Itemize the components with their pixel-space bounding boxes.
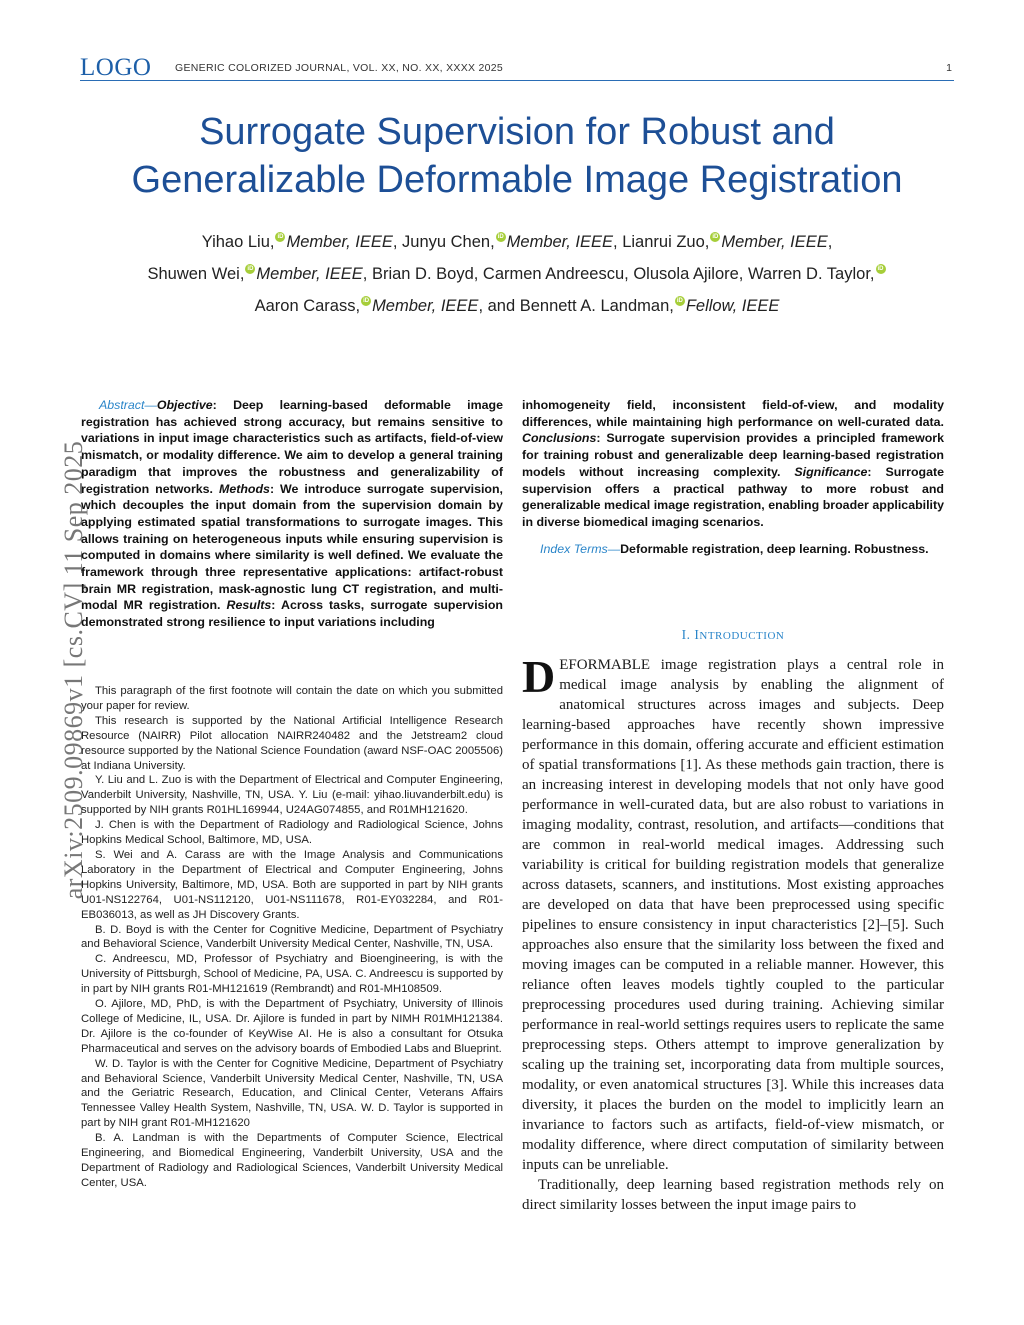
paper-title bbox=[80, 108, 954, 204]
author-separator: , bbox=[827, 233, 833, 251]
orcid-icon[interactable]: iD bbox=[497, 234, 504, 240]
orcid-icon[interactable]: iD bbox=[363, 298, 370, 304]
abstract-results-text: : Across tasks, surrogate supervision demonstrated strong resilience to input variations including bbox=[81, 598, 503, 630]
footnote: B. D. Boyd is with the Center for Cognitive Medicine, Department of Psychiatry and Behavioral Science, Vanderbilt University Medical Center, Nashville, TN, USA. bbox=[81, 923, 503, 951]
footnote: B. A. Landman is with the Departments of Computer Science, Electrical Engineering, and Biomedical Engineering, Vanderbilt University, USA and the Department of Radiology and Radiological Sciences, Vanderbilt University Medical Center, USA. bbox=[81, 1132, 503, 1189]
footnote: O. Ajilore, MD, PhD, is with the Department of Psychiatry, University of Illinois College of Medicine, IL, USA. Dr. Ajilore is funded in part by NIMH R01MH121384. Dr. Ajilore is the co-founder of KeyWise AI. He is also a consultant for Otsuka Pharmaceutical and serves on the advisory boards of Embodied Labs and Blueprint. bbox=[81, 998, 503, 1055]
index-terms-label: Index Terms— bbox=[540, 541, 621, 556]
section-heading-introduction bbox=[522, 627, 944, 643]
paragraph-text: EFORMABLE image registration plays a central role in medical image analysis by enabling the alignment of anatomical structures across images and subjects. Deep learning-based approaches have recently shown impressive performance in this domain, offering accurate and efficient estimation of spatial transformations [1]. As these methods gain traction, there is an increasing interest in developing models that not only have good performance in well-curated data, but are also robust to variations in imaging modality, contrast, resolution, and artifacts—conditions that are common in real-world medical images. Addressing such variability is critical for building registration models that generalize across datasets, scanners, and institutions. Most existing approaches are developed on data that have been preprocessed using specific pipelines to ensure consistency in input characteristics [2]–[5]. Such approaches also ensure that the similarity loss between the fixed and moving images can be computed in a reliable manner. However, this reliance often leaves models tightly coupled to the particular preprocessing procedures used during training. Achieving similar performance in real-world settings requires users to replicate the same preprocessing steps. Others attempt to improve generalization by scaling up the training set, incorporating data from multiple sources, modality, or even anatomical structures [3]. While this increases data diversity, it places the burden on the model to implicitly learn an invariance to factors such as artifacts, field-of-view mismatch, or modality difference, where direct computation of similarity between inputs can be unreliable. bbox=[522, 657, 944, 1173]
abstract-results-continued: inhomogeneity field, inconsistent field-of-view, and modality differences, while maintaining high performance on well-curated data. bbox=[522, 398, 944, 429]
author-membership: Member, IEEE bbox=[286, 233, 393, 251]
journal-name: GENERIC COLORIZED JOURNAL, VOL. XX, NO. XX, XXXX 2025 bbox=[175, 62, 504, 74]
author-membership: Member, IEEE bbox=[372, 297, 479, 315]
section-numeral: I. I bbox=[681, 627, 700, 642]
journal-header bbox=[80, 55, 954, 81]
orcid-icon[interactable]: iD bbox=[247, 266, 254, 272]
abstract-objective-text: : Deep learning-based deformable image registration has achieved strong accuracy, but remains sensitive to variations in input image characteristics such as artifacts, field-of-view mismatch, or modality difference. We aim to develop a general training paradigm that improves the robustness and generalizability of registration networks. bbox=[81, 398, 503, 496]
author-name: Yihao Liu, bbox=[201, 233, 275, 251]
arxiv-id-text: arXiv:2509.09869v1 [cs.CV] 11 Sep 2025 bbox=[59, 440, 88, 900]
author-name: , Brian D. Boyd, Carmen Andreescu, Olusola Ajilore, Warren D. Taylor, bbox=[362, 265, 875, 283]
page-number: 1 bbox=[946, 62, 952, 74]
abstract-label: Abstract— bbox=[99, 398, 157, 412]
footnote: Y. Liu and L. Zuo is with the Department of Electrical and Computer Engineering, Vanderbilt University, Nashville, TN, USA. Y. Liu (e-mail: yihao.liuvanderbilt.edu) is supported by NIH grants R01HL169944, U24AG074855, and R01MH121620. bbox=[81, 774, 503, 817]
abstract-keyword-conclusions: Conclusions bbox=[522, 431, 597, 446]
journal-logo: LOGO bbox=[80, 54, 152, 81]
author-membership: Member, IEEE bbox=[506, 233, 614, 251]
abstract-left-column bbox=[81, 397, 503, 631]
abstract-keyword-significance: Significance bbox=[794, 464, 868, 479]
section-title: NTRODUCTION bbox=[699, 630, 785, 642]
abstract-conclusions-text: : Surrogate supervision provides a principled framework for training robust and generalizable deep learning-based registration models without increasing complexity. bbox=[522, 431, 944, 479]
abstract-methods-text: : We introduce surrogate supervision, which decouples the input domain from the supervision domain by applying estimated spatial transformations to surrogate images. This allows training on heterogeneous inputs while ensuring supervision is computed in domains where similarity is well defined. We evaluate the framework through three representative applications: artifact-robust brain MR registration, mask-agnostic lung CT registration, and multi-modal MR registration. bbox=[81, 481, 503, 613]
introduction-body bbox=[522, 651, 944, 1215]
orcid-icon[interactable]: iD bbox=[277, 234, 284, 240]
author-line-1 bbox=[80, 226, 954, 258]
paragraph: Traditionally, deep learning based registration methods rely on direct similarity losses between the input image pairs to bbox=[522, 1177, 944, 1213]
abstract-keyword-objective: Objective bbox=[156, 398, 213, 412]
author-name: , and Bennett A. Landman, bbox=[478, 297, 674, 315]
title-line-1: Surrogate Supervision for Robust and bbox=[199, 111, 835, 153]
abstract-right-column bbox=[522, 397, 944, 557]
abstract-keyword-methods: Methods bbox=[219, 481, 270, 496]
title-line-2: Generalizable Deformable Image Registration bbox=[131, 159, 903, 201]
abstract-keyword-results: Results bbox=[226, 598, 272, 613]
paragraph bbox=[522, 651, 944, 1175]
orcid-icon[interactable]: iD bbox=[676, 298, 683, 304]
author-line-2 bbox=[80, 258, 954, 290]
orcid-icon[interactable]: iD bbox=[877, 266, 884, 272]
author-list bbox=[80, 226, 954, 322]
author-name: Aaron Carass, bbox=[254, 297, 361, 315]
footnote: J. Chen is with the Department of Radiology and Radiological Science, Johns Hopkins Medical School, Baltimore, MD, USA. bbox=[81, 819, 503, 847]
footnote: This research is supported by the National Artificial Intelligence Research Resource (NAIRR) Pilot allocation NAIRR240482 and the Jetstream2 cloud resource supported by the National Science Foundation (award NSF-OAC 2005506) at Indiana University. bbox=[81, 714, 503, 772]
author-name: Shuwen Wei, bbox=[147, 265, 245, 283]
orcid-icon[interactable]: iD bbox=[712, 234, 719, 240]
abstract-significance-text: : Surrogate supervision offers a practical pathway to more robust and generalizable medical image registration, enabling broader applicability in diverse biomedical imaging scenarios. bbox=[522, 464, 944, 529]
author-name: , Lianrui Zuo, bbox=[613, 233, 710, 251]
author-membership: Fellow, IEEE bbox=[685, 297, 780, 315]
author-name: , Junyu Chen, bbox=[392, 233, 495, 251]
footnote: C. Andreescu, MD, Professor of Psychiatry and Bioengineering, is with the University of Pittsburgh, School of Medicine, PA, USA. C. Andreescu is supported by in part by NIH grants R01-MH121619 (Rembrandt) and R01-MH108509. bbox=[81, 953, 503, 996]
footnotes bbox=[81, 684, 503, 1191]
author-membership: Member, IEEE bbox=[721, 233, 828, 251]
abstract-continuation bbox=[522, 397, 944, 531]
drop-cap: D bbox=[522, 651, 556, 702]
footnote: W. D. Taylor is with the Center for Cognitive Medicine, Department of Psychiatry and Behavioral Science, Vanderbilt University Medical Center, Nashville, TN, USA and the Geriatric Research, Education, and Clinical Center, Veterans Affairs Tennessee Valley Health System, Nashville, TN, USA. W. D. Taylor is supported in part by NIH grant R01-MH121620 bbox=[81, 1057, 503, 1130]
author-membership: Member, IEEE bbox=[256, 265, 363, 283]
footnote: S. Wei and A. Carass are with the Image Analysis and Communications Laboratory in the Department of Electrical and Computer Engineering, Johns Hopkins University, Baltimore, MD, USA. Both are supported in part by NIH grants U01-NS122764, U01-NS112120, U01-NS111678, R01-EY032284, and R01-EB036013, as well as JH Discovery Grants. bbox=[81, 848, 503, 921]
author-line-3 bbox=[80, 290, 954, 322]
footnote: This paragraph of the first footnote will contain the date on which you submitted your paper for review. bbox=[81, 685, 503, 712]
index-terms-text: Deformable registration, deep learning. Robustness. bbox=[620, 541, 929, 556]
index-terms bbox=[522, 541, 944, 558]
